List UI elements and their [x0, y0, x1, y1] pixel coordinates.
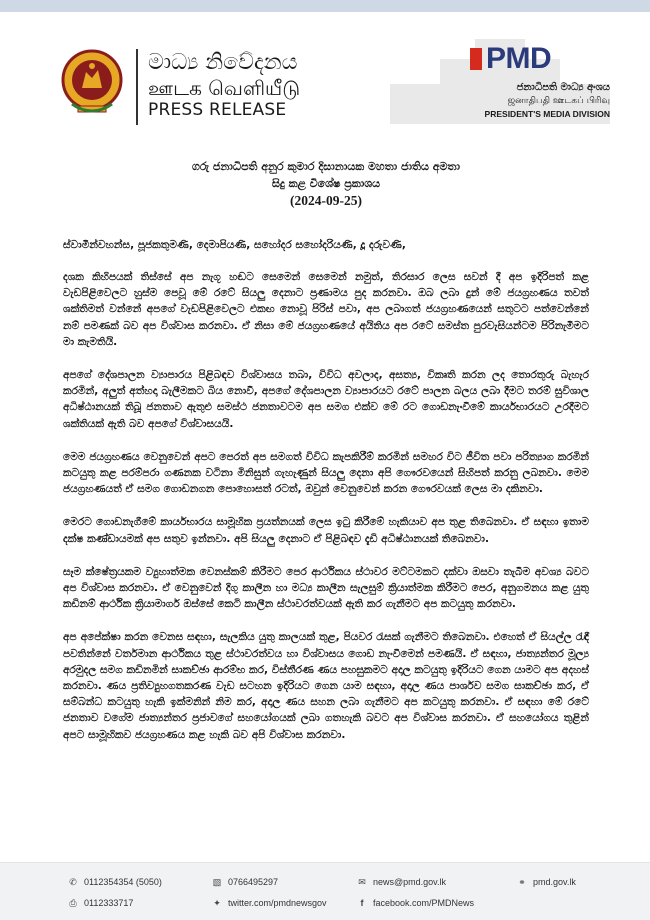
footer-website[interactable]	[515, 877, 576, 888]
globe-icon: ⚭	[518, 877, 526, 887]
paragraph-5: සෑම ක්ෂේත්‍රයකම ව්‍යුහාත්මක වෙනස්කම් කිරීමට පෙර ආර්ථිකය ස්ථාවර මට්ටමකට දක්වා ඔසවා තැබීම අවශ්‍ය බවට අප විශ්වාස කරනවා. ඒ වෙනුවෙන් දිගු කාලීන හා මධ්‍ය කාලීන සැලසුම් ක්‍රියාත්මක කිරීමට පෙර, අනුගමනය කළ යුතු කඩිනම් ආර්ථික ක්‍රියාමාර්ග ඔස්සේ කෙටි කාලීන ස්ථාවරත්වයක් ඇති කර ගැනීමට අප කටයුතු කරනවා.	[63, 565, 589, 611]
org-name-tamil: ஜனாதிபதி ஊடகப் பிரிவு	[507, 96, 610, 106]
twitter-icon: ✦	[213, 898, 221, 908]
footer-mobile[interactable]	[210, 877, 278, 888]
phone-icon: ✆	[69, 877, 77, 887]
contact-footer	[0, 862, 650, 920]
paragraph-4: මෙරට ගොඩනැගීමේ කාර්යභාරය සාමූහික ප්‍රයත්නයක් ලෙස ඉටු කිරීමේ හැකියාව අප තුළ තිබෙනවා. ඒ සඳහා ඉතාම දක්ෂ කණ්ඩායමක් අප සතුව ඉන්නවා. අපි සියලු දෙනාට ඒ පිළිබඳව දැඩි අධිෂ්ඨානයක් තිබෙනවා.	[63, 516, 589, 545]
footer-facebook[interactable]	[355, 898, 474, 908]
top-accent-bar	[0, 0, 650, 12]
paragraph-6: අප අපේක්ෂා කරන වෙනස සඳහා, සැලකිය යුතු කාලයක් තුළ, පියවර රැසක් ගැනීමට තිබෙනවා. එහෙත් ඒ සියල්ල රැඳී පවතින්නේ වර්තමාන ආර්ථිකය තුළ ස්ථාවරත්වය හා විශ්වාසය ගොඩ නැංවීමෙන් පමණයි. ඒ සඳහා, ජාත්‍යන්තර මූල්‍ය අරමුදල සමග කඩිනමින් සාකච්ඡා ආරම්භ කර, විස්තීරණ ණය පහසුකමට අදාල කටයුතු ඉදිරියට ගෙන යාමට අප අදහස් කරනවා. ණය ප්‍රතිව්‍යුහගතකරණ වැඩ සටහන ඉදිරියට ගෙන යාම සඳහා, අදාල ණය පාර්ශව සමග සාකච්ඡා කර, ඒ සම්බන්ධ කටයුතු හැකි ඉක්මනින් නිම කර, අදාල ණය සහන ලබා ගැනීමට අප කටයුතු කරනවා. ඒ සඳහා මේ රටේ ජනතාව වගේම ජාත්‍යන්තර ප්‍රජාවගේ සහයෝගයක් ලබා ගතහැකි බවට අප විශ්වාස කරනවා. ඒ සහයෝගය තුළින් අපට සාමූහිකව ජයග්‍රහණය කළ හැකි බව අපි විශ්වාස කරනවා.	[63, 631, 589, 741]
fax-icon: ⎙	[69, 898, 77, 908]
sri-lanka-emblem-icon	[60, 48, 124, 120]
press-release-title-english: PRESS RELEASE	[148, 100, 287, 120]
pmd-logo: PMD	[486, 42, 552, 75]
pmd-logo-mark-icon	[470, 48, 482, 70]
website-url: pmd.gov.lk	[533, 877, 576, 887]
mobile-phone-icon: ▧	[212, 877, 222, 887]
org-name-sinhala: ජනාධිපති මාධ්‍ය අංශය	[516, 82, 610, 93]
salutation: ස්වාමීන්වහන්ස, පූජකතුමණි, දෙමාපියණි, සහෝදර සහෝදරියණි, දූ දරුවණි,	[63, 239, 406, 251]
paragraph-1: දශක කිහිපයක් තිස්සේ අප නැගූ හඬට සෙමෙන් සෙමෙන් නමුත්, තිරසාර ලෙස සවන් දී අප ඉදිරිපත් කළ වැඩපිළිවෙලට හුස්ම පෙවූ මේ රටේ සියලු දෙනාට ප්‍රණාමය පුද කරනවා. ඔබ ලබා දුන් මේ ජයග්‍රහණය තවත් ශක්තිමත් වන්නේ අපගේ වැඩපිළිවෙලට එකඟ නොවූ පිරිස් පවා, අප ලබාගත් ජයග්‍රහණයෙන් සතුටට පත්වෙන්නේ නම් පමණක් බව අප විශ්වාස කරනවා. ඒ නිසා මේ ජයග්‍රහණයේ අයිතිය අප රටේ සමස්ත පුරවැසියන්ටම පිරිනැමීමට මා කැමතියි.	[63, 271, 589, 348]
paragraph-2: අපගේ දේශපාලන ව්‍යාපාරය පිළිබඳව විශ්වාසය තබා, විවිධ අවලාද, අසත්‍ය, විකෘති කරන ලද තොරතුරු බැහැර කරමින්, අලුත් අත්හදා බැලීමකට බිය නොවී, අපගේ දේශපාලන ව්‍යාපාරයට රටේ පාලන බලය ලබා දීමට තරම් සුවිශාල අධිෂ්ඨානයක් තිබූ ජනතාව ඇතුළු සමස්ථ ජනතාවටම අප සමග එක්ව මේ රට ගොඩනැංවීමේ කාර්යභාරයට උරදීමට ශක්තියක් ඇති බව අපගේ විශ්වාසයයි.	[63, 369, 589, 430]
document-date: (2024-09-25)	[290, 193, 362, 208]
press-release-title-sinhala: මාධ්‍ය නිවේදනය	[148, 50, 298, 75]
envelope-icon: ✉	[358, 877, 366, 887]
paragraph-3: මෙම ජයග්‍රහණය වෙනුවෙන් අපට පෙරත් අප සමගත් විවිධ කැපකිරීම් කරමින් සමහර විට ජීවිත පවා පරිත්‍යාග කරමින් කටයුතු කළ පරම්පරා ගණනක වටිනා මිනිසුන් ගැහැණුන් සියලු දෙනා අපි ගෞරවයෙන් සිහිපත් කරනු ලබනවා. මෙම ජයග්‍රහණයත් ඒ සමග ගොඩනගන පොහොසත් රටත්, ඔවුන් වෙනුවෙන් කරන ගෞරවයක් ලෙස මා දකිනවා.	[63, 450, 589, 496]
fax-number: 0112333717	[84, 898, 134, 908]
document-title-line2: සිදු කළ විශේෂ ප්‍රකාශය	[271, 177, 381, 190]
footer-email[interactable]	[355, 877, 446, 888]
facebook-icon: f	[360, 898, 364, 908]
twitter-url: twitter.com/pmdnewsgov	[228, 898, 327, 908]
document-body	[63, 158, 589, 743]
header-divider	[136, 49, 138, 125]
press-release-title-tamil: ஊடக வெளியீடு	[148, 76, 301, 100]
email-address: news@pmd.gov.lk	[373, 877, 446, 887]
letterhead	[0, 12, 650, 132]
phone-number-mobile: 0766495297	[228, 877, 279, 887]
org-name-english: PRESIDENT'S MEDIA DIVISION	[484, 109, 610, 119]
document-title-line1: ගරු ජනාධිපති අනුර කුමාර දිසානායක මහතා ජාතිය අමතා	[192, 160, 460, 173]
footer-fax[interactable]	[66, 898, 133, 909]
footer-phone-main[interactable]	[66, 877, 162, 888]
phone-number-main: 0112354354 (5050)	[84, 877, 162, 887]
footer-twitter[interactable]	[210, 898, 327, 909]
facebook-url: facebook.com/PMDNews	[373, 898, 475, 908]
